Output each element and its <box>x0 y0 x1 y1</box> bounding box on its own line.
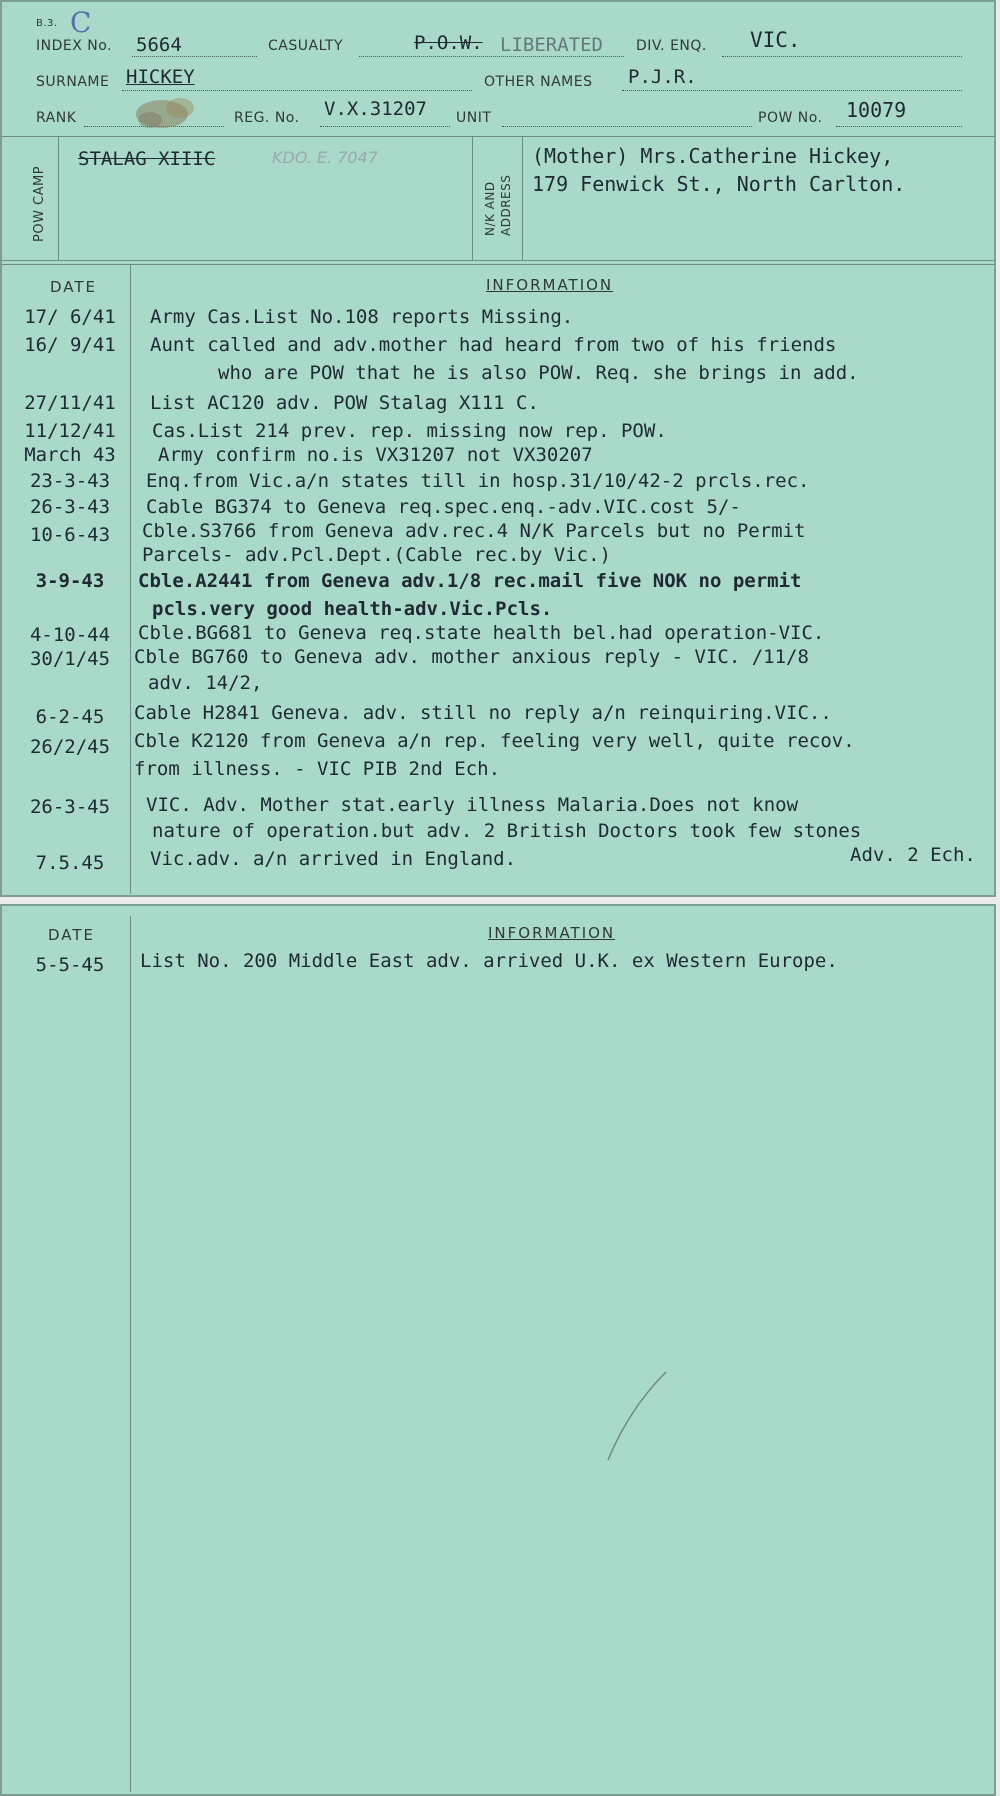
entry-text: from illness. - VIC PIB 2nd Ech. <box>134 758 501 780</box>
entry-text: Cable BG374 to Geneva req.spec.enq.-adv.VIC.cost 5/- <box>146 496 741 518</box>
entry-text: Parcels- adv.Pcl.Dept.(Cable rec.by Vic.) <box>142 544 611 566</box>
entry-date: 5-5-45 <box>35 954 105 976</box>
information-column-header: INFORMATION <box>486 276 614 294</box>
entry-date: 11/12/41 <box>24 420 116 442</box>
other-names-label: OTHER NAMES <box>484 74 593 90</box>
entry-text: Cble BG760 to Geneva adv. mother anxious reply - VIC. /11/8 <box>134 646 809 668</box>
information-column-header: INFORMATION <box>488 924 616 942</box>
entry-text: Cable H2841 Geneva. adv. still no reply a/n reinquiring.VIC.. <box>134 702 832 724</box>
date-column-header: DATE <box>50 278 98 296</box>
record-card-back <box>0 904 996 1796</box>
address-line-2: 179 Fenwick St., North Carlton. <box>532 172 906 196</box>
index-value: 5664 <box>136 34 182 56</box>
rank-label: RANK <box>36 110 77 126</box>
form-code: B.3. <box>36 18 58 29</box>
nk-address-label: N/K AND ADDRESS <box>483 174 513 236</box>
entry-text: nature of operation.but adv. 2 British Doctors took few stones <box>152 820 862 842</box>
surname-label: SURNAME <box>36 74 110 90</box>
entry-date: 26-3-43 <box>29 496 111 518</box>
entry-text: Cble K2120 from Geneva a/n rep. feeling very well, quite recov. <box>134 730 855 752</box>
pow-camp-label: POW CAMP <box>32 165 47 242</box>
entry-text: VIC. Adv. Mother stat.early illness Malaria.Does not know <box>146 794 799 816</box>
casualty-label: CASUALTY <box>268 38 344 54</box>
reg-no-value: V.X.31207 <box>324 98 427 120</box>
entry-date: 23-3-43 <box>29 470 111 492</box>
entry-text: List No. 200 Middle East adv. arrived U.K. ex Western Europe. <box>140 950 838 972</box>
entry-date: 16/ 9/41 <box>24 334 116 356</box>
entry-text: pcls.very good health-adv.Vic.Pcls. <box>152 598 553 620</box>
pow-no-value: 10079 <box>846 98 907 122</box>
entry-text: Enq.from Vic.a/n states till in hosp.31/10/42-2 prcls.rec. <box>146 470 810 492</box>
entry-date: 3-9-43 <box>35 570 105 592</box>
entry-date: 26/2/45 <box>29 736 111 758</box>
entry-text: Cble.A2441 from Geneva adv.1/8 rec.mail five NOK no permit <box>138 570 802 592</box>
date-column-header: DATE <box>48 926 96 944</box>
index-label: INDEX No. <box>36 38 113 54</box>
pow-camp-note: KDO. E. 7047 <box>272 148 378 167</box>
entry-text: who are POW that he is also POW. Req. she brings in add. <box>218 362 859 384</box>
entry-text: List AC120 adv. POW Stalag X111 C. <box>150 392 539 414</box>
address-line-1: (Mother) Mrs.Catherine Hickey, <box>532 144 894 168</box>
pow-camp-value: STALAG XIIIC <box>78 148 216 170</box>
div-enq-label: DIV. ENQ. <box>636 38 707 54</box>
other-names-value: P.J.R. <box>628 66 697 88</box>
entry-date: 7.5.45 <box>35 852 105 874</box>
entry-text: Army Cas.List No.108 reports Missing. <box>150 306 574 328</box>
record-card-front <box>0 0 996 897</box>
stray-pencil-mark <box>602 1366 672 1466</box>
casualty-value: LIBERATED <box>500 34 603 56</box>
entry-text: Cas.List 214 prev. rep. missing now rep. POW. <box>152 420 667 442</box>
entry-text: Aunt called and adv.mother had heard from two of his friends <box>150 334 837 356</box>
entry-text: adv. 14/2, <box>148 672 263 694</box>
entry-date: 27/11/41 <box>24 392 116 414</box>
entry-text: Cble.BG681 to Geneva req.state health bel.had operation-VIC. <box>138 622 825 644</box>
surname-value: HICKEY <box>126 66 195 88</box>
pow-no-label: POW No. <box>758 110 823 126</box>
entry-date: 26-3-45 <box>29 796 111 818</box>
entry-date: 17/ 6/41 <box>24 306 116 328</box>
entry-text: Army confirm no.is VX31207 not VX30207 <box>158 444 593 466</box>
entry-text: Cble.S3766 from Geneva adv.rec.4 N/K Parcels but no Permit <box>142 520 806 542</box>
reg-no-label: REG. No. <box>234 110 300 126</box>
handwritten-c-mark: C <box>70 6 92 39</box>
entry-text: Vic.adv. a/n arrived in England. <box>150 848 517 870</box>
unit-label: UNIT <box>456 110 492 126</box>
entry-date: March 43 <box>24 444 116 466</box>
entry-text: Adv. 2 Ech. <box>850 844 976 866</box>
div-enq-value: VIC. <box>750 28 801 52</box>
casualty-struck: P.O.W. <box>414 32 483 54</box>
rank-illegible-smudge <box>128 94 208 134</box>
entry-date: 10-6-43 <box>29 524 111 546</box>
entry-date: 4-10-44 <box>29 624 111 646</box>
entry-date: 6-2-45 <box>35 706 105 728</box>
entry-date: 30/1/45 <box>29 648 111 670</box>
